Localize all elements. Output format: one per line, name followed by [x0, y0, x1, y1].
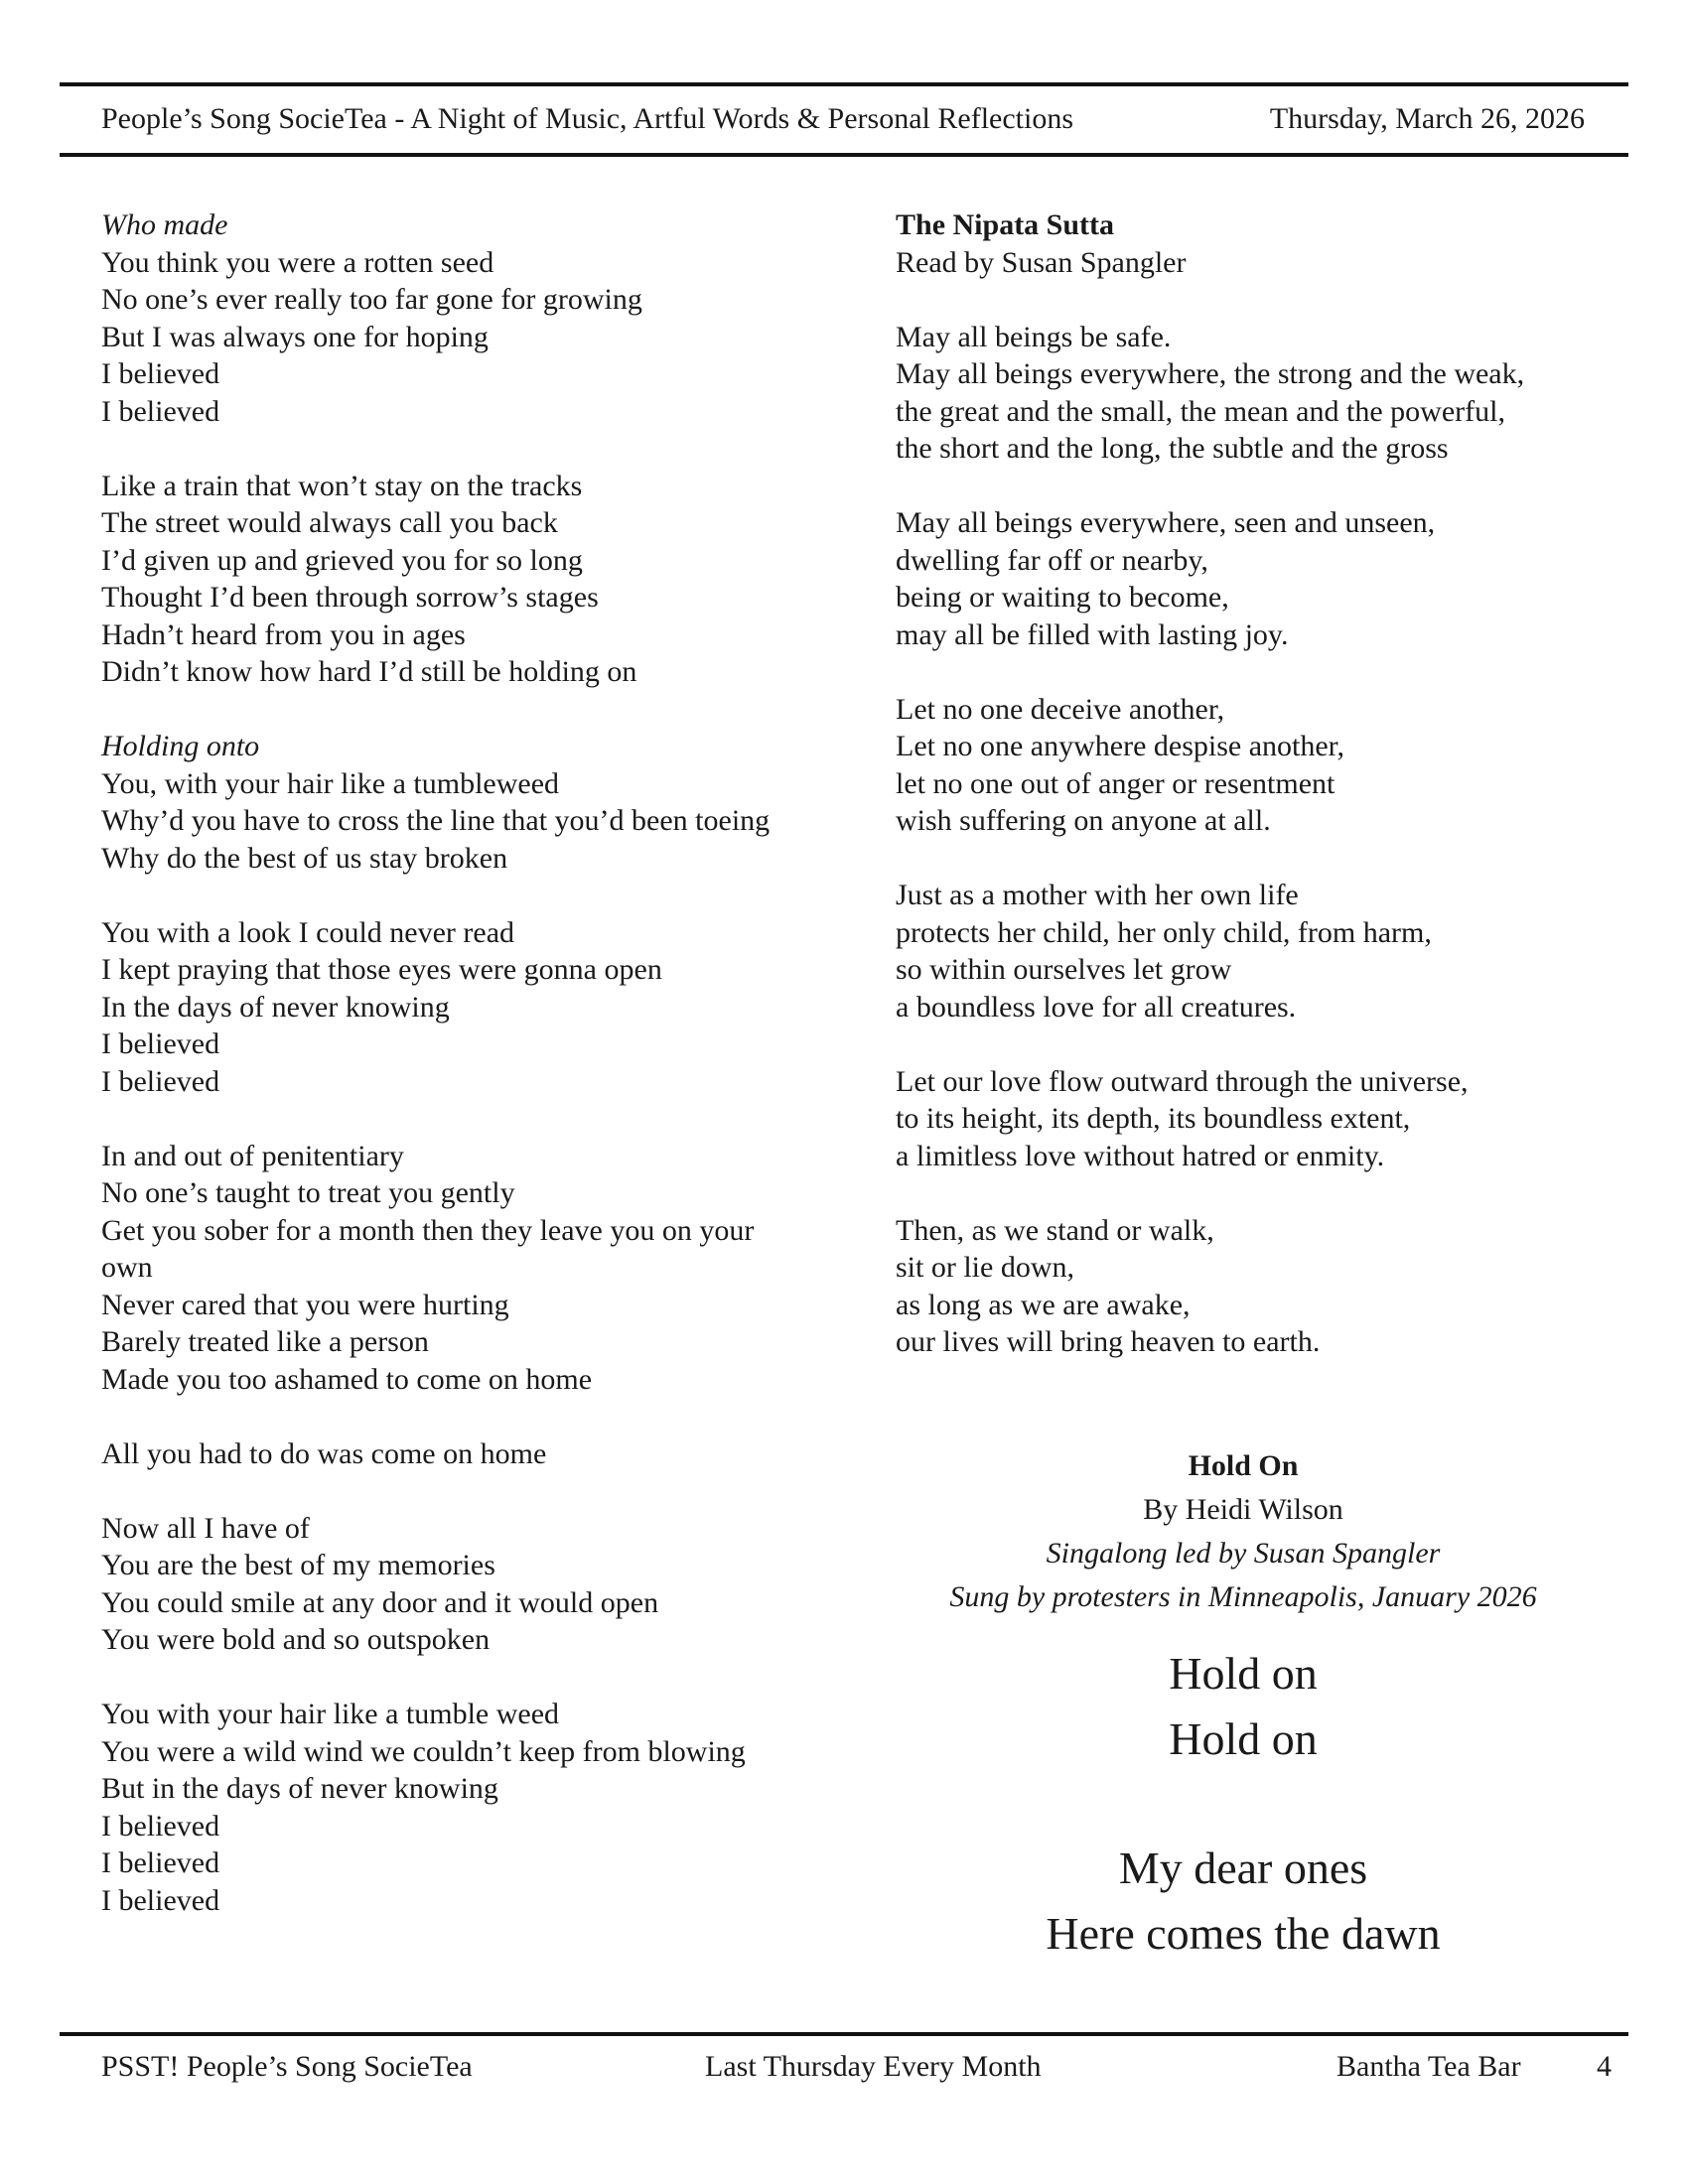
verse-line: In and out of penitentiary — [101, 1139, 404, 1172]
stanza — [896, 504, 1591, 653]
stanza — [101, 914, 796, 1101]
stanza — [101, 1435, 796, 1473]
page-number: 4 — [1597, 2050, 1612, 2083]
verse-line: You were bold and so outspoken — [101, 1623, 491, 1656]
verse-line: a limitless love without hatred or enmity. — [896, 1139, 1385, 1172]
verse-line: Hadn’t heard from you in ages — [101, 617, 466, 651]
footer-schedule: Last Thursday Every Month — [705, 2050, 1042, 2083]
verse-line: You could smile at any door and it would open — [101, 1585, 659, 1619]
header-top-rule — [60, 82, 1628, 86]
verse-line: I kept praying that those eyes were gonna open — [101, 953, 662, 986]
stanza — [101, 1696, 796, 1919]
verse-line: I believed — [101, 1027, 220, 1060]
verse-line: I believed — [101, 357, 220, 390]
verse-line: so within ourselves let grow — [896, 953, 1232, 986]
verse-line: Like a train that won’t stay on the tracks — [101, 469, 583, 502]
verse-line: Why’d you have to cross the line that you’d been toeing — [101, 804, 771, 837]
verse-line: You with your hair like a tumble weed — [101, 1698, 560, 1730]
verse-line: Let no one deceive another, — [896, 692, 1225, 726]
verse-line: You, with your hair like a tumbleweed — [101, 766, 560, 800]
verse-line: protects her child, her only child, from harm, — [896, 915, 1432, 949]
verse-line: I believed — [101, 394, 220, 428]
verse-line: The street would always call you back — [101, 506, 558, 539]
verse-line: Why do the best of us stay broken — [101, 841, 508, 875]
verse-line: the short and the long, the subtle and the gross — [896, 432, 1449, 465]
verse-line: In the days of never knowing — [101, 990, 450, 1024]
verse-line: Didn’t know how hard I’d still be holding on — [101, 655, 637, 688]
verse-line: May all beings everywhere, the strong and the weak, — [896, 357, 1525, 390]
verse-line: the great and the small, the mean and the powerful, — [896, 394, 1505, 428]
hold-on-line: My dear ones — [1118, 1843, 1368, 1893]
nipata-sutta-column — [896, 206, 1591, 1398]
verse-line: Thought I’d been through sorrow’s stages — [101, 581, 599, 614]
verse-line: Then, as we stand or walk, — [896, 1213, 1214, 1247]
verse-line: Made you too ashamed to come on home — [101, 1362, 593, 1396]
verse-line: All you had to do was come on home — [101, 1436, 547, 1470]
hold-on-verse-2 — [896, 1836, 1591, 1967]
sutta-stanzas — [896, 319, 1591, 1361]
verse-line: I’d given up and grieved you for so long — [101, 543, 583, 577]
verse-line: Let no one anywhere despise another, — [896, 730, 1344, 762]
verse-line: Get you sober for a month then they leave you on your own — [101, 1213, 755, 1284]
hold-on-line: Hold on — [1169, 1713, 1318, 1764]
stanza — [101, 728, 796, 877]
verse-line: Just as a mother with her own life — [896, 879, 1299, 911]
verse-line: No one’s ever really too far gone for growing — [101, 283, 642, 316]
hold-on-section — [896, 1444, 1591, 1967]
sutta-title: The Nipata Sutta — [896, 208, 1115, 241]
stanza — [896, 319, 1591, 468]
verse-line: Let our love flow outward through the universe, — [896, 1064, 1469, 1098]
stanza — [101, 468, 796, 691]
verse-line: But in the days of never knowing — [101, 1772, 498, 1805]
verse-line: wish suffering on anyone at all. — [896, 804, 1271, 837]
verse-line: May all beings everywhere, seen and unseen, — [896, 506, 1436, 539]
verse-line: as long as we are awake, — [896, 1288, 1191, 1321]
stanza — [101, 1138, 796, 1399]
verse-line: a boundless love for all creatures. — [896, 990, 1297, 1024]
verse-line: Never cared that you were hurting — [101, 1288, 509, 1321]
stanza — [896, 1063, 1591, 1175]
footer-org: PSST! People’s Song SocieTea — [101, 2050, 473, 2083]
header-bottom-rule — [60, 153, 1628, 157]
song-lyrics-column — [101, 206, 796, 1957]
stanza — [101, 1510, 796, 1659]
verse-line: I believed — [101, 1846, 220, 1879]
footer-rule — [60, 2032, 1628, 2036]
verse-line: Holding onto — [101, 730, 260, 762]
verse-line: You with a look I could never read — [101, 915, 515, 949]
verse-line: You are the best of my memories — [101, 1549, 495, 1581]
verse-line: dwelling far off or nearby, — [896, 543, 1208, 577]
verse-line: sit or lie down, — [896, 1251, 1074, 1284]
verse-line: But I was always one for hoping — [101, 320, 489, 353]
verse-line: being or waiting to become, — [896, 581, 1229, 614]
verse-line: our lives will bring heaven to earth. — [896, 1325, 1321, 1358]
header-date: Thursday, March 26, 2026 — [1269, 102, 1585, 135]
verse-line: No one’s taught to treat you gently — [101, 1176, 515, 1209]
hold-on-line: Here comes the dawn — [1046, 1908, 1441, 1959]
hold-on-line: Hold on — [1169, 1648, 1318, 1699]
stanza — [896, 1212, 1591, 1361]
footer-venue: Bantha Tea Bar — [1336, 2050, 1521, 2083]
hold-on-sung-by: Sung by protesters in Minneapolis, January 2026 — [949, 1580, 1537, 1613]
sutta-reader: Read by Susan Spangler — [896, 245, 1187, 279]
hold-on-title: Hold On — [1188, 1449, 1299, 1482]
verse-line: You think you were a rotten seed — [101, 245, 494, 279]
stanza — [896, 691, 1591, 840]
hold-on-led-by: Singalong led by Susan Spangler — [1046, 1537, 1441, 1570]
header-title: People’s Song SocieTea - A Night of Music, Artful Words & Personal Reflections — [101, 102, 1073, 135]
verse-line: I believed — [101, 1809, 220, 1843]
verse-line: let no one out of anger or resentment — [896, 766, 1336, 800]
verse-line: Now all I have of — [101, 1511, 310, 1545]
verse-line: may all be filled with lasting joy. — [896, 617, 1289, 651]
verse-line: You were a wild wind we couldn’t keep from blowing — [101, 1734, 746, 1768]
verse-line: Who made — [101, 208, 228, 241]
verse-line: I believed — [101, 1883, 220, 1917]
stanza — [896, 877, 1591, 1025]
stanza — [101, 206, 796, 430]
verse-line: May all beings be safe. — [896, 320, 1172, 353]
hold-on-verse-1 — [896, 1641, 1591, 1772]
verse-line: I believed — [101, 1064, 220, 1098]
verse-line: to its height, its depth, its boundless extent, — [896, 1102, 1411, 1135]
hold-on-author: By Heidi Wilson — [1143, 1493, 1343, 1526]
verse-line: Barely treated like a person — [101, 1325, 429, 1358]
